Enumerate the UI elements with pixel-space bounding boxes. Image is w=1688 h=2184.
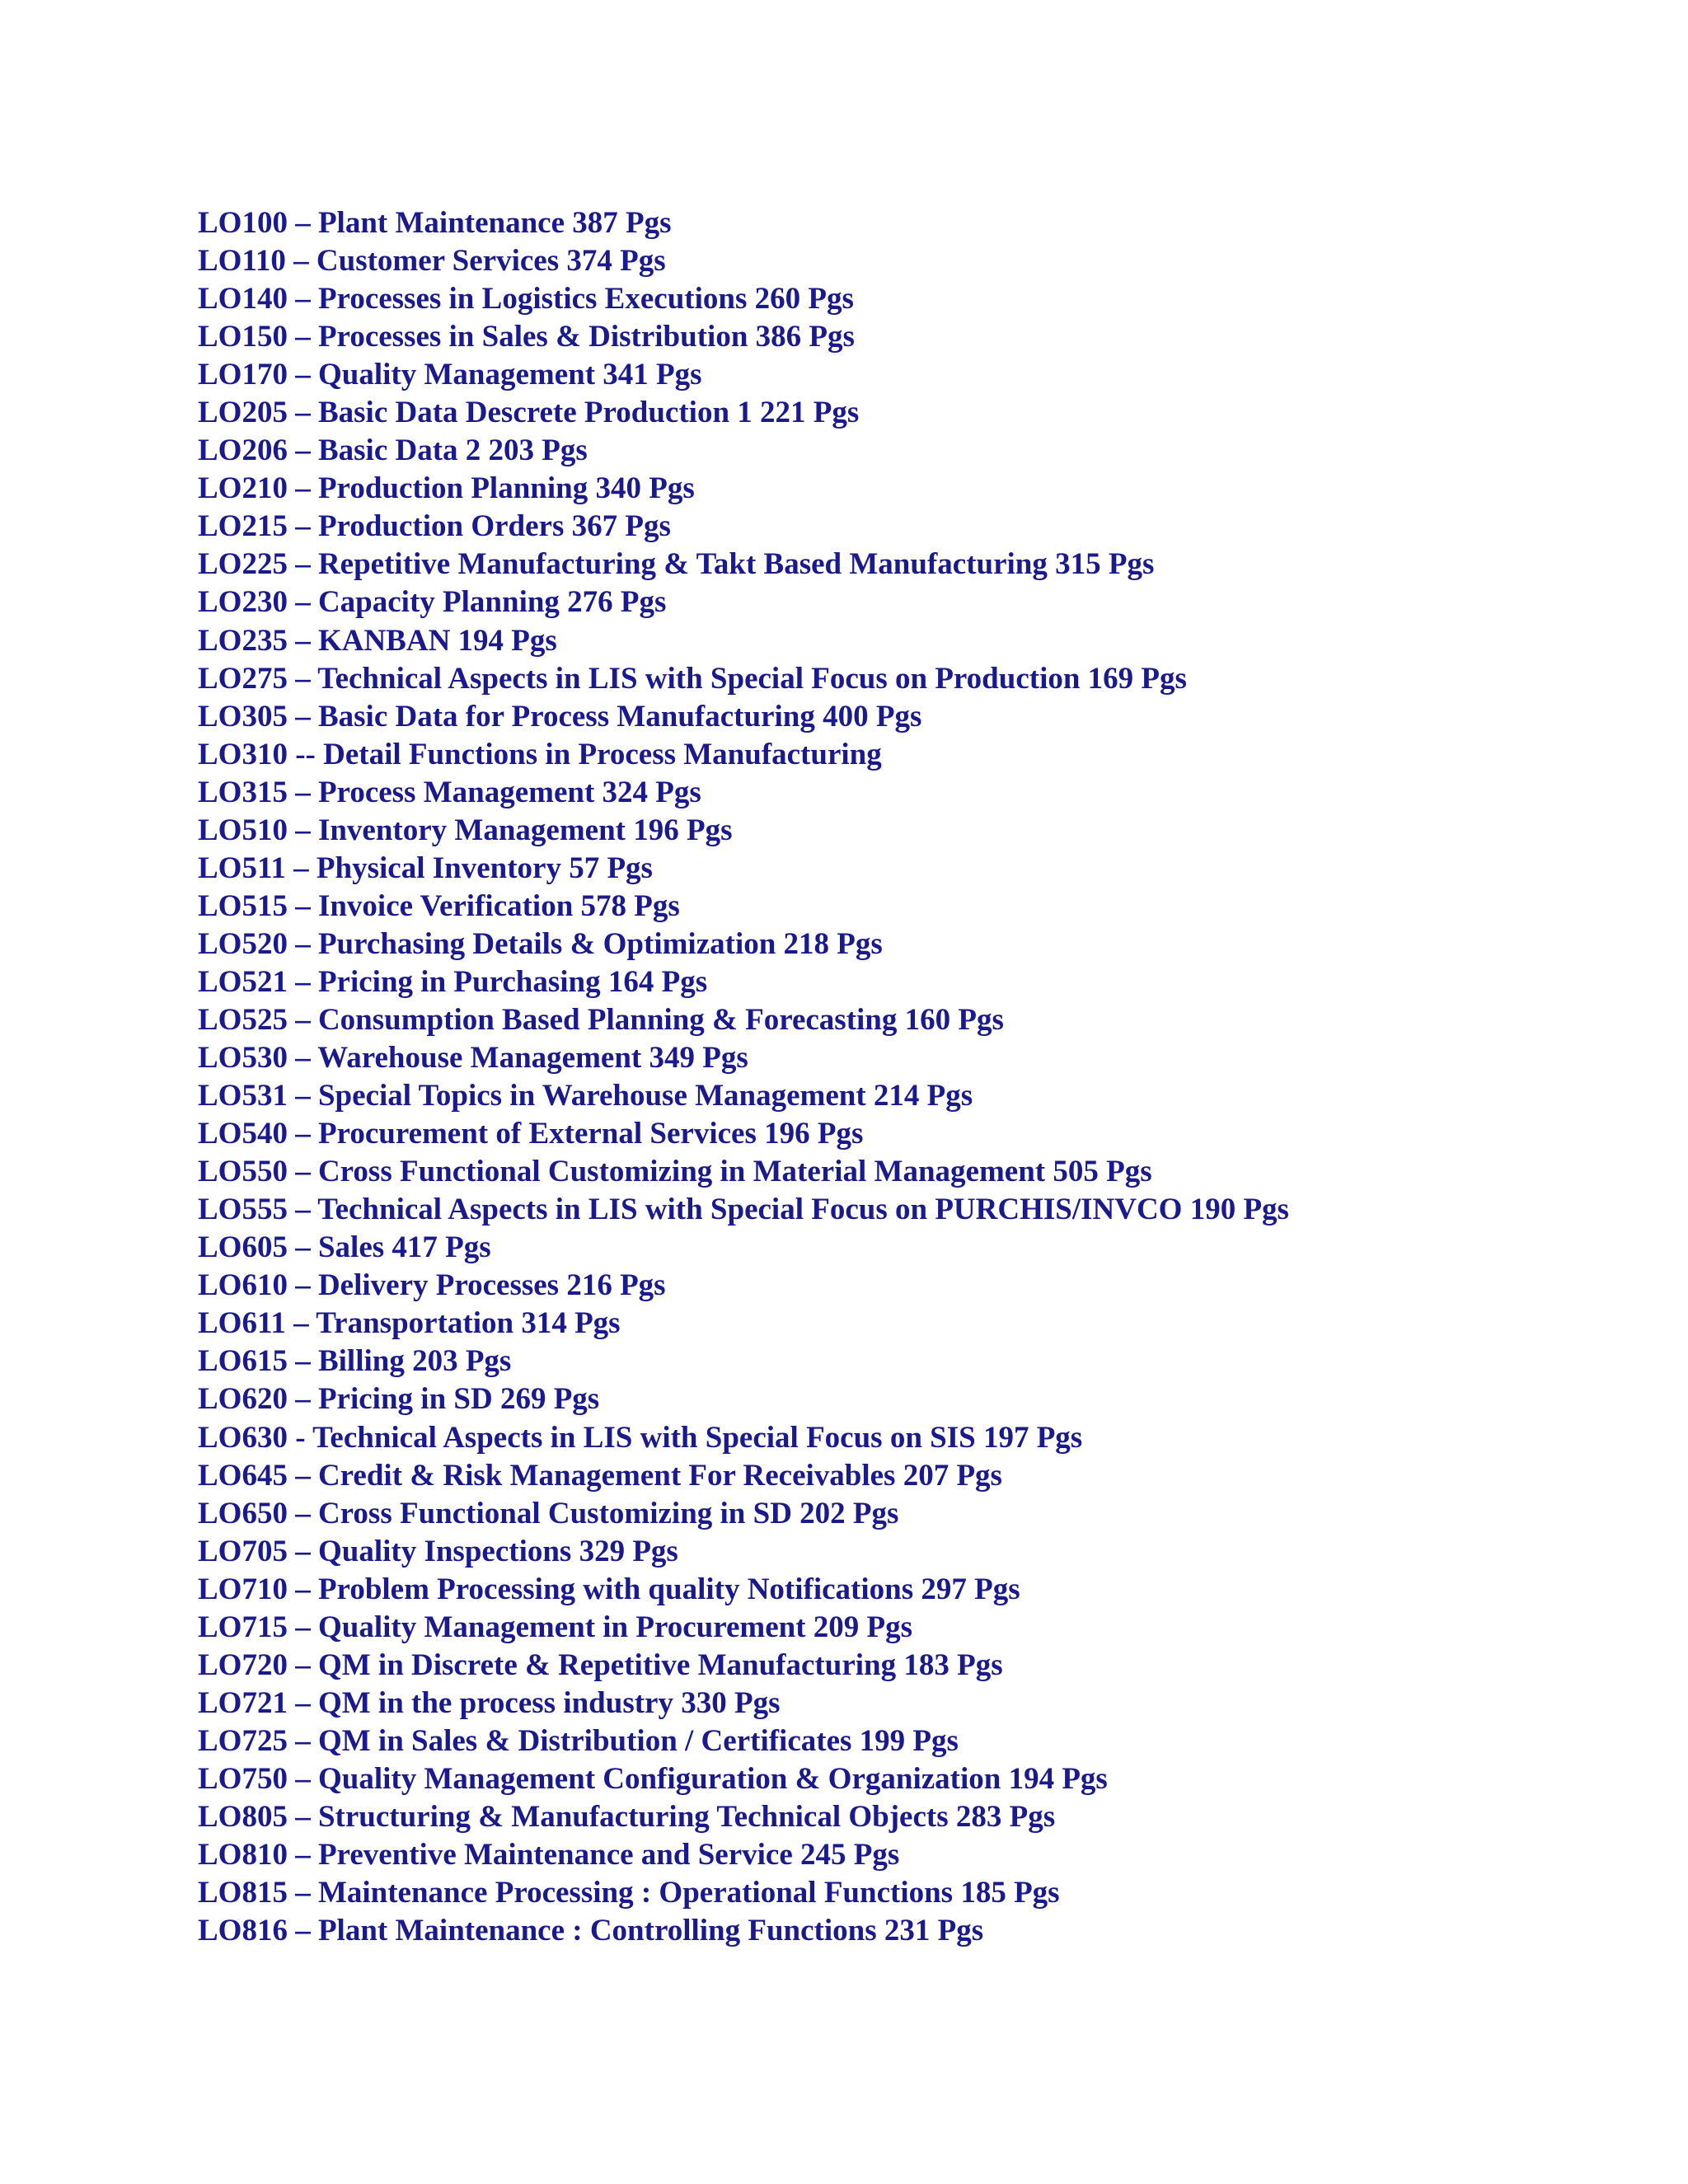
course-item: LO710 – Problem Processing with quality Notifications 297 Pgs xyxy=(198,1572,1020,1606)
course-item: LO620 – Pricing in SD 269 Pgs xyxy=(198,1382,600,1417)
course-item: LO515 – Invoice Verification 578 Pgs xyxy=(198,888,680,923)
course-item: LO705 – Quality Inspections 329 Pgs xyxy=(198,1534,678,1568)
course-item: LO615 – Billing 203 Pgs xyxy=(198,1344,512,1379)
course-item: LO225 – Repetitive Manufacturing & Takt Based Manufacturing 315 Pgs xyxy=(198,547,1155,582)
course-item: LO510 – Inventory Management 196 Pgs xyxy=(198,813,733,847)
course-item: LO170 – Quality Management 341 Pgs xyxy=(198,358,702,392)
course-item: LO721 – QM in the process industry 330 Pgs xyxy=(198,1685,781,1720)
course-item: LO650 – Cross Functional Customizing in SD 202 Pgs xyxy=(198,1496,899,1530)
course-item: LO605 – Sales 417 Pgs xyxy=(198,1230,491,1265)
course-item: LO720 – QM in Discrete & Repetitive Manufacturing 183 Pgs xyxy=(198,1647,1003,1682)
course-item: LO550 – Cross Functional Customizing in Material Management 505 Pgs xyxy=(198,1155,1152,1189)
course-item: LO520 – Purchasing Details & Optimization 218 Pgs xyxy=(198,926,883,961)
course-item: LO100 – Plant Maintenance 387 Pgs xyxy=(198,206,672,240)
course-item: LO645 – Credit & Risk Management For Receivables 207 Pgs xyxy=(198,1458,1002,1493)
course-item: LO150 – Processes in Sales & Distribution 386 Pgs xyxy=(198,320,855,354)
course-item: LO315 – Process Management 324 Pgs xyxy=(198,775,701,809)
course-item: LO205 – Basic Data Descrete Production 1 221 Pgs xyxy=(198,396,860,430)
course-item: LO235 – KANBAN 194 Pgs xyxy=(198,623,557,658)
course-item: LO511 – Physical Inventory 57 Pgs xyxy=(198,851,653,885)
course-item: LO611 – Transportation 314 Pgs xyxy=(198,1306,621,1341)
course-item: LO816 – Plant Maintenance : Controlling Functions 231 Pgs xyxy=(198,1914,984,1948)
course-item: LO750 – Quality Management Configuration & Organization 194 Pgs xyxy=(198,1761,1108,1796)
course-item: LO206 – Basic Data 2 203 Pgs xyxy=(198,434,588,468)
course-item: LO805 – Structuring & Manufacturing Technical Objects 283 Pgs xyxy=(198,1799,1056,1834)
course-item: LO630 - Technical Aspects in LIS with Special Focus on SIS 197 Pgs xyxy=(198,1420,1083,1455)
course-item: LO110 – Customer Services 374 Pgs xyxy=(198,244,666,279)
course-item: LO815 – Maintenance Processing : Operational Functions 185 Pgs xyxy=(198,1876,1060,1910)
course-item: LO715 – Quality Management in Procurement 209 Pgs xyxy=(198,1610,913,1644)
course-item: LO530 – Warehouse Management 349 Pgs xyxy=(198,1041,748,1076)
course-item: LO140 – Processes in Logistics Executions 260 Pgs xyxy=(198,282,854,316)
course-item: LO305 – Basic Data for Process Manufacturing 400 Pgs xyxy=(198,699,922,733)
course-item: LO810 – Preventive Maintenance and Service 245 Pgs xyxy=(198,1838,900,1872)
course-item: LO540 – Procurement of External Services 196 Pgs xyxy=(198,1117,864,1151)
course-item: LO610 – Delivery Processes 216 Pgs xyxy=(198,1268,666,1303)
course-item: LO230 – Capacity Planning 276 Pgs xyxy=(198,585,667,620)
course-item: LO521 – Pricing in Purchasing 164 Pgs xyxy=(198,964,708,999)
course-item: LO210 – Production Planning 340 Pgs xyxy=(198,471,695,506)
course-item: LO531 – Special Topics in Warehouse Management 214 Pgs xyxy=(198,1079,973,1113)
course-item: LO525 – Consumption Based Planning & Forecasting 160 Pgs xyxy=(198,1002,1004,1037)
course-item: LO275 – Technical Aspects in LIS with Special Focus on Production 169 Pgs xyxy=(198,661,1187,696)
course-item: LO725 – QM in Sales & Distribution / Certificates 199 Pgs xyxy=(198,1723,959,1758)
course-item: LO215 – Production Orders 367 Pgs xyxy=(198,509,671,544)
course-item: LO555 – Technical Aspects in LIS with Special Focus on PURCHIS/INVCO 190 Pgs xyxy=(198,1193,1289,1227)
course-list xyxy=(198,204,1289,1950)
course-item: LO310 -- Detail Functions in Process Manufacturing xyxy=(198,737,882,771)
